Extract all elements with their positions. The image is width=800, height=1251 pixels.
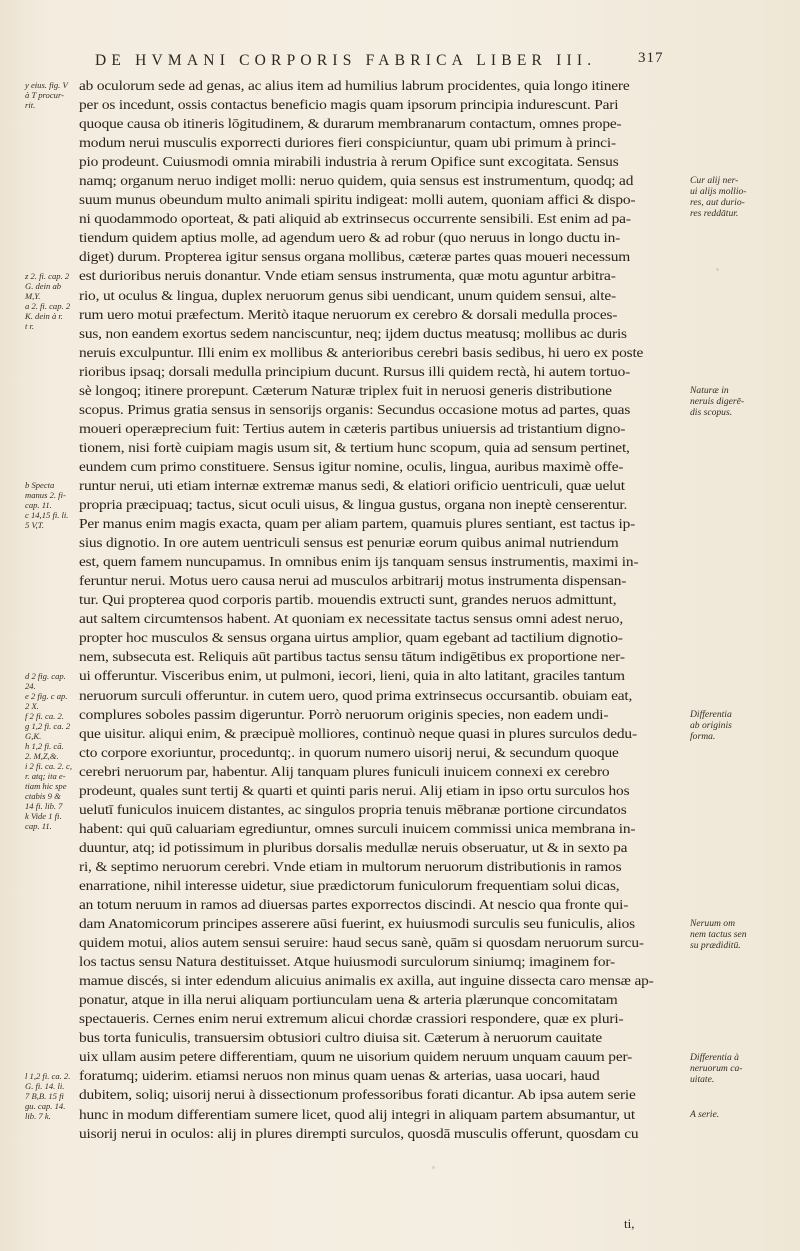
text-line: modum nerui musculis exporrecti duriores fieri conspiciuntur, quam ubi primum à princi- [79,135,616,151]
text-line: feruntur nerui. Motus uero causa nerui ad musculos arbitrarij motus instrumenta dispensan- [79,573,627,589]
text-line: los tactus sensu Natura destituisset. Atque huiusmodi surculorum siniumq; imaginem for- [79,954,616,970]
text-line: est, quem famem nuncupamus. In omnibus enim ijs tanquam sensus instrumentis, maximi in- [79,554,639,570]
text-line: tionem, nisi fortè cuipiam magis usum sit, & tertium hunc scopum, quia ad sensum pertinet, [79,439,630,455]
marginal-gloss: Naturæ in neruis digerē- dis scopus. [690,384,745,418]
text-line: duuntur, atq; id potissimum in pluribus dorsalis medullæ neruis obseruatur, ut & in sexto pa [79,839,628,855]
text-line: propter hoc musculos & sensus organa uirtus amplior, quam egebant ad tactilium dignotio- [79,630,623,646]
text-line: enarratione, nihil interesse uidetur, siue prædictorum funiculorum frequentiam solui dicas, [79,877,620,893]
text-line: ab oculorum sede ad genas, ac alius item ad humilius labrum procidentes, quia longo itinere [79,78,630,93]
text-line: rum uero motui præfectum. Meritò itaque neruorum ex cerebro & dorsali medulla proces- [79,306,618,322]
text-line: suum munus obeundum multo animali spiritu indigeat: molli autem, quoniam affici & dispo- [79,192,636,208]
text-line: spectaueris. Cernes enim nerui extremum alicui chordæ crassiori respondere, quæ ex pluri- [79,1011,624,1027]
text-line: ui offeruntur. Visceribus enim, ut pulmoni, iecori, lieni, quia in alto latitant, graciles tantum [79,668,625,684]
text-line: dam Anatomicorum principes asserere aūsi fuerint, ex huiusmodi surculis seu funiculis, alios [79,916,635,932]
text-line: uix ullam ausim petere differentiam, quum ne uisorium quidem neruum unquam cauum per- [79,1049,633,1065]
main-text-block [79,76,659,1143]
text-line: rio, ut oculus & lingua, duplex neruorum genus sibi uendicant, unum quidem sensui, alte- [79,287,616,303]
marginal-reference: z 2. fi. cap. 2 G. dein ab M,Y. a 2. fi. cap. 2 K. dein à r. t r. [25,270,71,331]
text-line: uisorij nerui in oculos: alij in plures dirempti surculos, quosdā musculis offerunt, quosdam cu [79,1125,639,1141]
text-line: per os incedunt, ossis contactus beneficio magis quam ipsorum principia indurescunt. Pari [79,97,619,113]
text-line: moueri operæprecium fuit: Tertius autem in cæteris partibus uniuersis ad tristantium digno- [79,420,626,436]
text-line: quoque causa ob itineris lōgitudinem, & durarum membranarum contactum, omnes prope- [79,116,622,132]
text-line: sius dignotio. In ore autem uentriculi sensus est penuriæ eorum quibus animal nutriendum [79,535,619,551]
ink-spot [432,1166,435,1169]
text-line: neruorum surculi offeruntur. in cutem uero, quod prima extrinsecus occursantib. obuiam eat, [79,687,633,703]
text-line: scopus. Primus gratia sensus in sensorijs organis: Secundus occasione motus ad partes, quas [79,401,631,417]
text-line: complures soboles passim digeruntur. Porrò neruorum originis species, non eadem undi- [79,706,609,722]
marginal-reference: l 1,2 fi. ca. 2. G. fi. 14. li. 7 B,B. 15 fi gu. cap. 14. lib. 7 k. [25,1070,71,1121]
text-line: Per manus enim magis exacta, quam per aliam partem, quamuis plures sentiant, est tactus ip- [79,516,636,532]
text-line: pio prodeunt. Cuiusmodi omnia mirabili industria à rerum Opifice sunt excogitata. Sensus [79,154,619,170]
marginal-gloss: Differentia à neruorum ca- uitate. [690,1051,743,1085]
marginal-reference: y eius. fig. V à T procur- rit. [25,80,68,110]
text-line: nem, subsecuta est. Reliquis aūt partibus tactus sensu tātum indigētibus ex proportione ner- [79,649,625,665]
text-line: bus torta funiculis, transuersim obtusiori cultro diuisa sit. Cæterum à neruorum cauitate [79,1030,603,1046]
text-line: diget) durum. Propterea igitur sensus organa mollibus, cæteræ partes quas moueri necessum [79,249,631,265]
text-line: rioribus ipsaq; dorsali medulla principium ducunt. Rursus illi quidem rectà, hi autem tortuo- [79,363,631,379]
text-line: namq; organum neruo indiget molli: neruo quidem, quia sensus est instrumentum, quodq; ad [79,173,634,189]
ink-spot [716,268,719,271]
text-line: dubitem, soliq; uisorij nerui à dissectionum professoribus forati dicantur. Ab ipsa autem serie [79,1087,636,1103]
text-line: neruis exculpuntur. Illi enim ex mollibus & anterioribus cerebri basis sedibus, hi uero ex poste [79,344,644,360]
text-line: cto corpore exoriuntur, proceduntq;. in quorum numero uisorij nerui, & secundum quoque [79,744,619,760]
text-line: uelutī funiculos inuicem distantes, ac singulos propria tenuis mēbranæ portione circundatos [79,801,627,817]
marginal-reference: d 2 fig. cap. 24. e 2 fig. c ap. 2 X. f 2 fi. ca. 2. g 1,2 fi. ca. 2 G,K. h 1,2 fi. cā. 2. M,Z,&. i 2 fi. ca. 2. c, r. atq; ita e- tiam hic spe ctabis 9 & 14 fi. lib. 7 k Vide 1 fi. cap. 11. [25,670,73,831]
marginal-gloss: Differentia ab originis forma. [690,708,732,742]
text-line: tur. Qui propterea quod corporis partib. mouendis extructi sunt, grandes neruos admittunt, [79,592,617,608]
text-line: quidem motui, alios autem sensui seruire: haud secus sanè, quām si quosdam neruorum surcu- [79,935,644,951]
text-line: sè longoq; itinere prorepunt. Cæterum Naturæ triplex fuit in neruosi generis distributione [79,382,612,398]
running-head: DE HVMANI CORPORIS FABRICA LIBER III. [95,52,597,69]
page-number: 317 [638,50,664,66]
text-line: foratumq; uiderim. etiamsi neruos non minus quam uenas & arterias, uasa uocari, haud [79,1068,600,1084]
marginal-gloss: Neruum om nem tactus sen su prædiditū. [690,918,747,952]
text-line: cerebri neruorum par, habentur. Alij tanquam plures funiculi inuicem connexi ex cerebro [79,763,610,779]
text-line: hunc in modum differentiam sumere licet, quod alij integri in aliquam partem absumantur, ut [79,1106,636,1122]
marginal-reference: b Specta manus 2. fi- cap. 11. c 14,15 fi. li. 5 V,T. [25,480,69,531]
text-line: ponatur, atque in illa nerui aliquam portiunculam uena & arteria plærunque concomitatam [79,992,618,1008]
marginal-gloss: Cur alij ner- ui alijs mollio- res, aut durio- res reddātur. [690,175,747,220]
text-line: habent: qui quū caluariam egrediuntur, omnes surculi inuicem commissi unica membrana in- [79,820,636,836]
catchword: ti, [624,1216,635,1231]
text-line: sus, non eandem exortus sedem nanciscuntur, neq; ijdem ductus meatusq; mollibus ac duris [79,325,627,341]
text-line: ri, & septimo neruorum cerebri. Vnde etiam in multorum neruorum distributionis in ramos [79,858,622,874]
marginal-gloss: A serie. [690,1108,720,1120]
text-line: eundem cum primo constituere. Sensus igitur nomine, oculis, lingua, auribus maximè offe- [79,458,624,474]
text-line: runtur nerui, uti etiam internæ extremæ manus sedi, & elatiori orificio uentriculi, quæ uelut [79,477,625,493]
text-line: tiendum quidem aptius molle, ad agendum uero & ad robur (quo neruus in longo ductu in- [79,230,621,246]
text-line: ni quodammodo oporteat, & pati aliquid ab extrinsecus occurrente sensibili. Est enim ad pa- [79,211,631,227]
text-line: aut saltem circumtensos habent. At quoniam ex necessitate tactus sensus omni adest neruo, [79,611,624,627]
text-line: an totum neruum in ramos ad diuersas partes exporrectos discindi. At nescio qua fronte qui- [79,897,629,913]
text-line: que uisitur. aliqui enim, & præcipuè molliores, continuò neque quasi in plures surculos dedu- [79,725,637,741]
text-line: prodeunt, quales sunt tertij & quarti et quinti paris nerui. Alij etiam in ipso ortu surculos hos [79,782,630,798]
text-line: est durioribus neruis donantur. Vnde etiam sensus instrumenta, quæ motu aguntur arbitra- [79,268,616,284]
text-line: mamue discés, si inter edendum alicuius animalis ex axilla, aut inguine dissecta caro mensæ ap- [79,973,654,989]
text-line: propria præcipuaq; tactus, sicut oculi uisus, & lingua gustus, organa non ineptè censerentur. [79,497,628,513]
